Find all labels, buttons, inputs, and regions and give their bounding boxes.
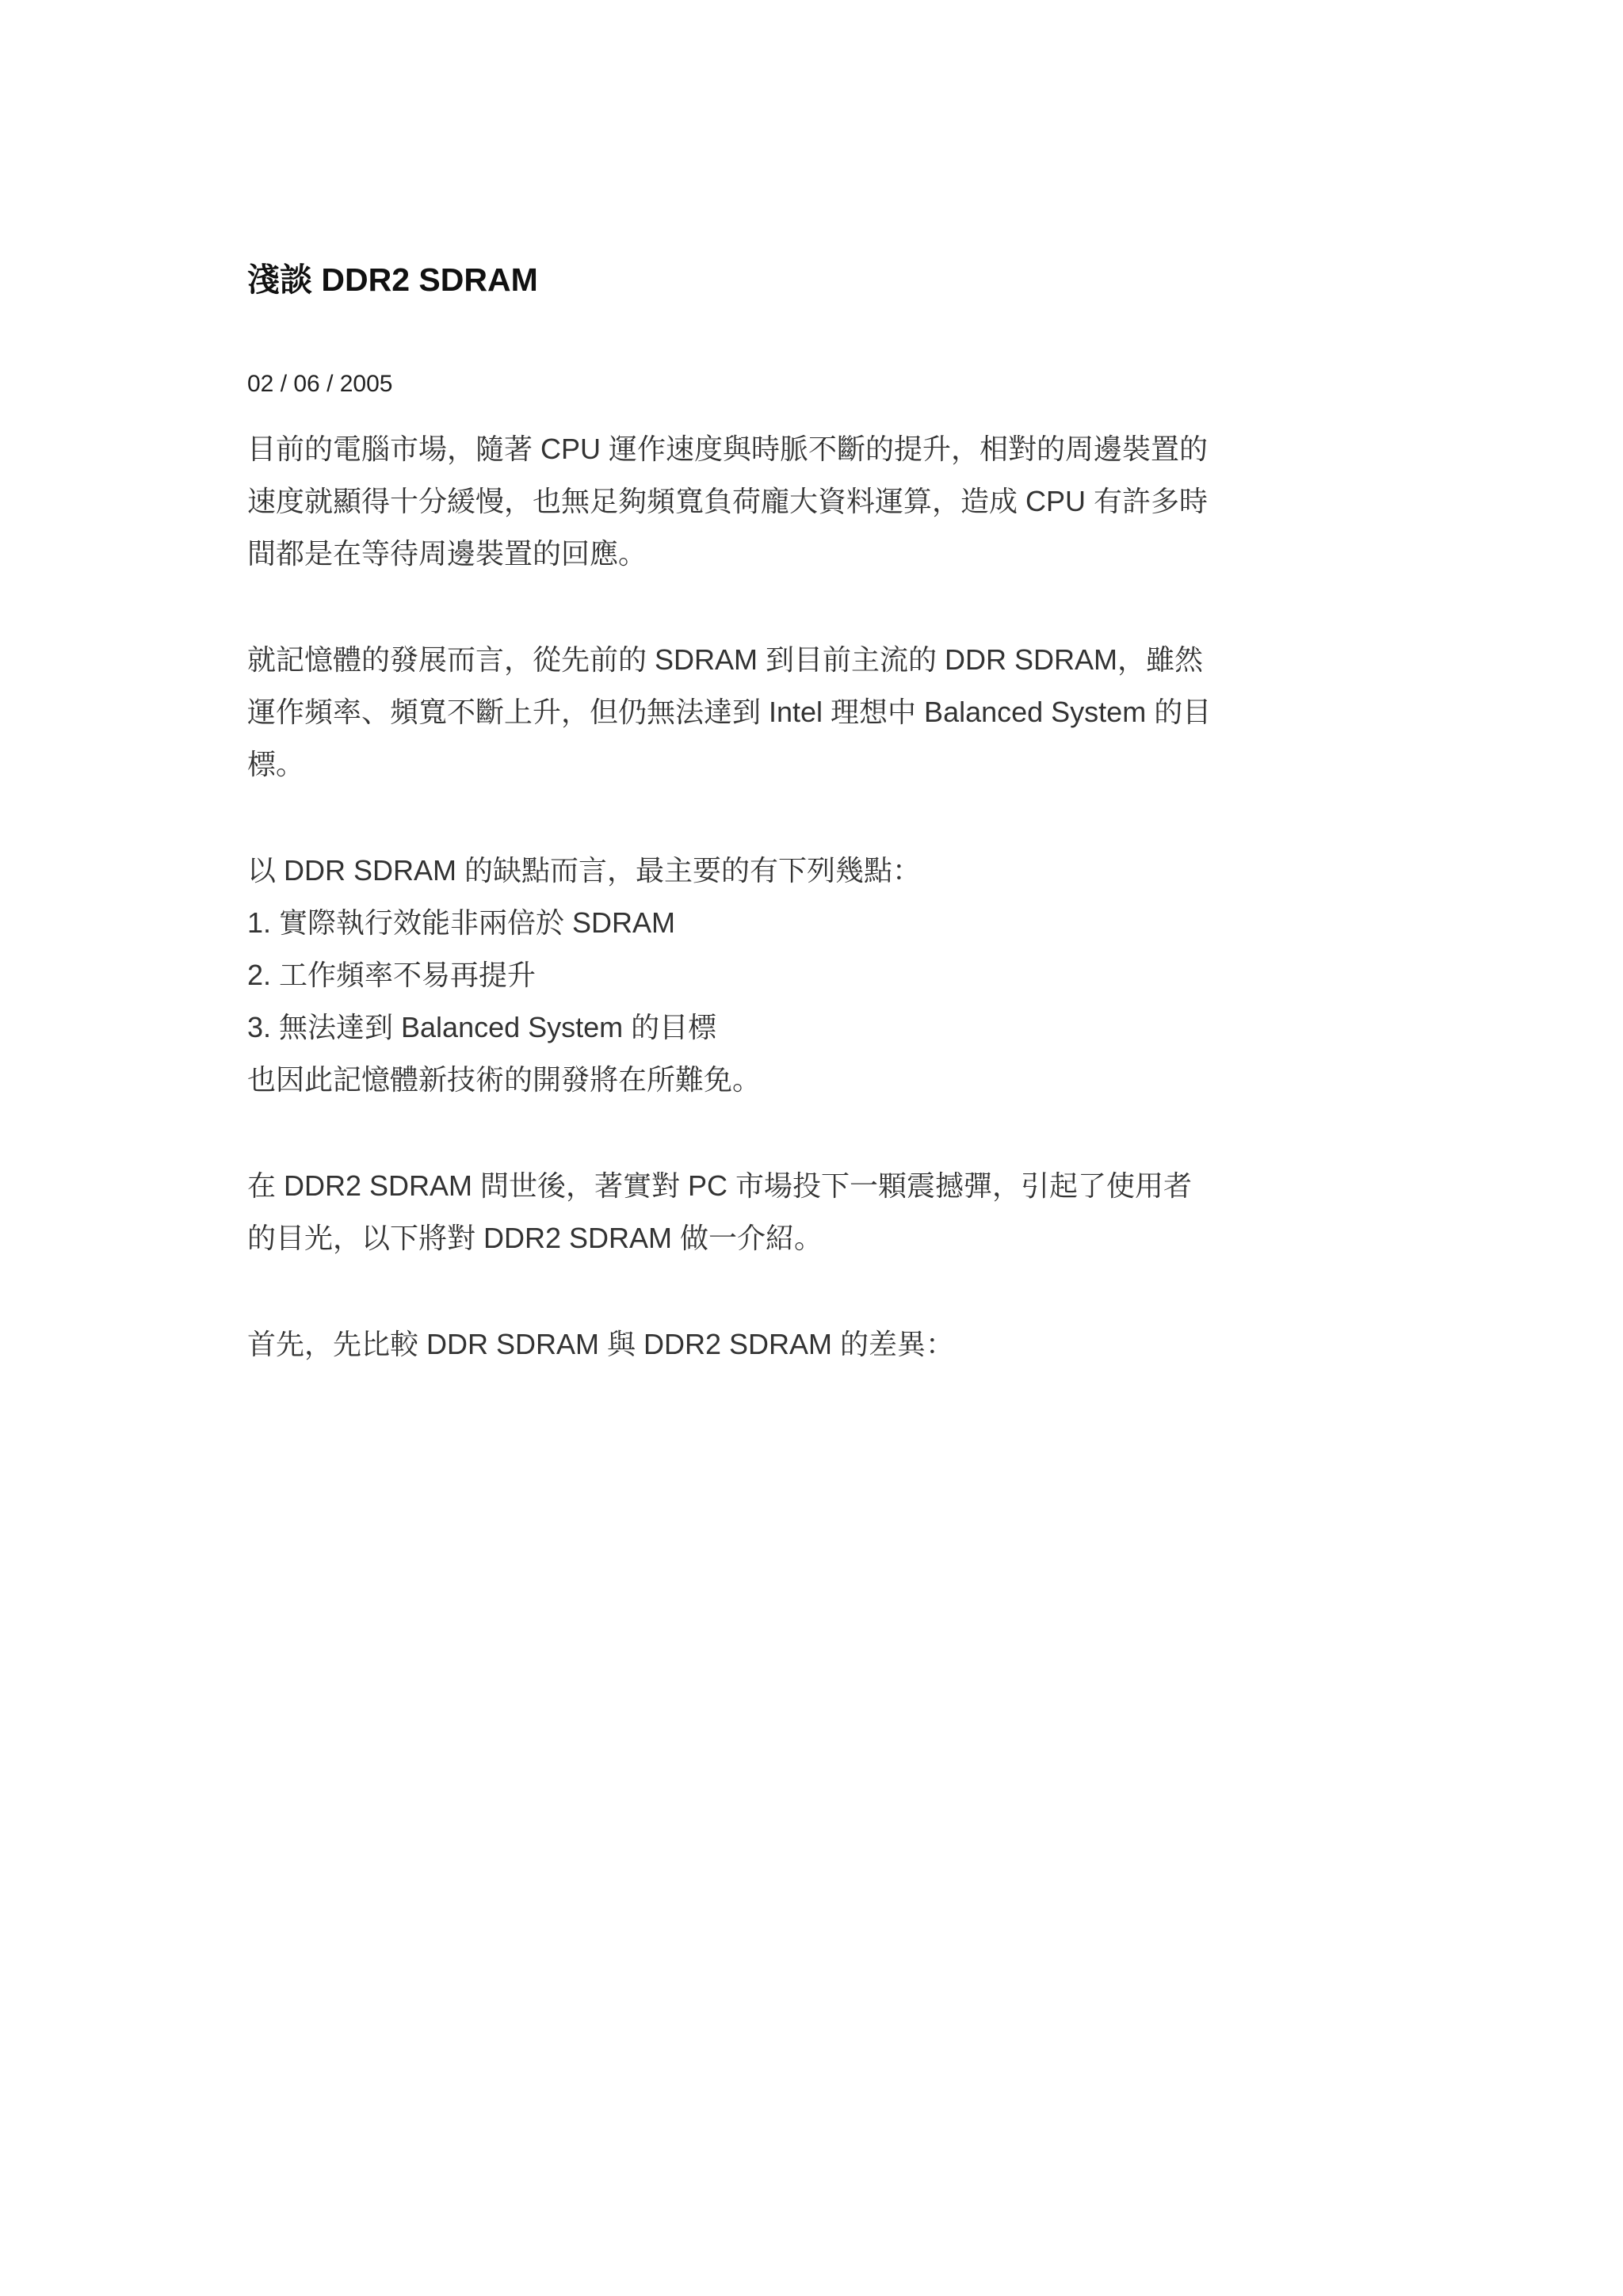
- paragraph-memory-development: [247, 634, 1277, 791]
- paragraph-ddr-drawbacks: [247, 845, 1277, 1106]
- paragraph-line: 運作頻率、頻寬不斷上升，但仍無法達到 Intel 理想中 Balanced System 的目: [247, 696, 1212, 728]
- paragraph-line: 的目光，以下將對 DDR2 SDRAM 做一介紹。: [247, 1222, 823, 1254]
- paragraph-line: 目前的電腦市場，隨著 CPU 運作速度與時脈不斷的提升，相對的周邊裝置的: [247, 433, 1209, 465]
- paragraph-line: 就記憶體的發展而言，從先前的 SDRAM 到目前主流的 DDR SDRAM，雖然: [247, 643, 1204, 676]
- paragraph-comparison: [247, 1318, 1277, 1371]
- paragraph-line: 在 DDR2 SDRAM 問世後，著實對 PC 市場投下一顆震撼彈，引起了使用者: [247, 1169, 1193, 1202]
- paragraph-intro: [247, 423, 1277, 580]
- article-title: 淺談 DDR2 SDRAM: [247, 261, 538, 298]
- paragraph-line: 也因此記憶體新技術的開發將在所難免。: [247, 1063, 762, 1096]
- list-item: 1. 實際執行效能非兩倍於 SDRAM: [247, 906, 676, 939]
- paragraph-line: 速度就顯得十分緩慢，也無足夠頻寬負荷龐大資料運算，造成 CPU 有許多時: [247, 485, 1209, 517]
- paragraph-ddr2-intro: [247, 1160, 1277, 1264]
- paragraph-line: 標。: [247, 748, 305, 780]
- paragraph-line: 間都是在等待周邊裝置的回應。: [247, 537, 647, 570]
- paragraph-line: 以 DDR SDRAM 的缺點而言，最主要的有下列幾點：: [247, 854, 922, 887]
- paragraph-line: 首先，先比較 DDR SDRAM 與 DDR2 SDRAM 的差異：: [247, 1328, 955, 1360]
- list-item: 3. 無法達到 Balanced System 的目標: [247, 1011, 717, 1043]
- article-date: 02 / 06 / 2005: [247, 371, 393, 397]
- list-item: 2. 工作頻率不易再提升: [247, 959, 537, 991]
